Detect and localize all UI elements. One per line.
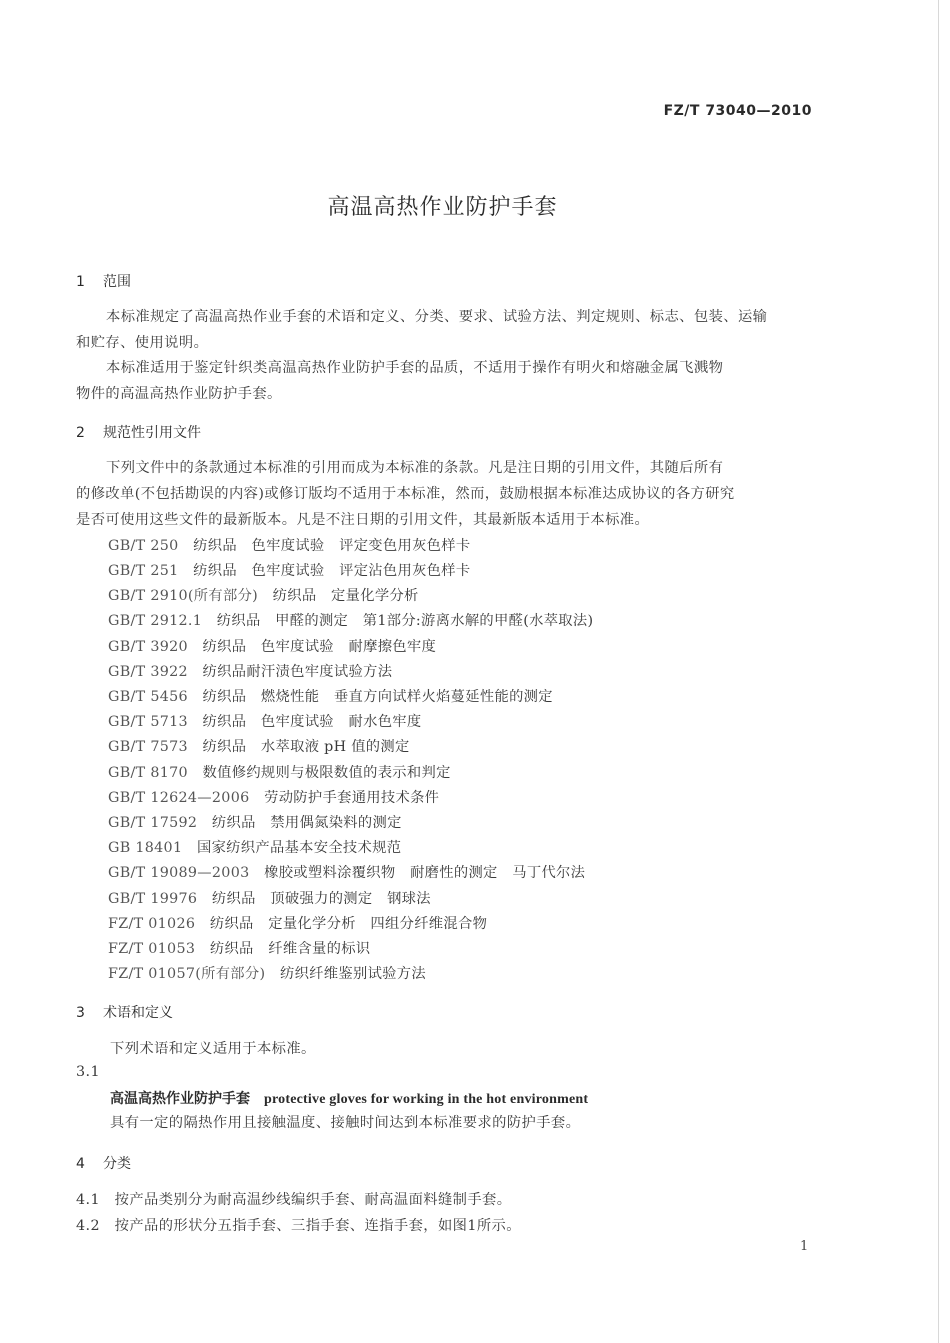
reference-code: GB/T 251 <box>108 563 179 579</box>
reference-item <box>108 736 410 756</box>
standard-code: FZ/T 73040—2010 <box>663 103 812 119</box>
reference-title: 纺织品 色牢度试验 评定变色用灰色样卡 <box>193 538 471 554</box>
section-number: 3 <box>76 1005 85 1021</box>
reference-item <box>108 888 431 908</box>
section-1-para-2-line-2: 物件的高温高热作业防护手套。 <box>76 386 282 402</box>
reference-title: 纺织品 水萃取液 pH 值的测定 <box>202 739 410 755</box>
reference-item <box>108 585 419 605</box>
reference-code: GB/T 5456 <box>108 689 188 705</box>
reference-title: 纺织品 禁用偶氮染料的测定 <box>211 815 402 831</box>
reference-title: 纺织品 色牢度试验 耐水色牢度 <box>202 714 422 730</box>
section-title: 分类 <box>103 1156 131 1172</box>
reference-title: 纺织品 燃烧性能 垂直方向试样火焰蔓延性能的测定 <box>202 689 553 705</box>
reference-title: 纺织品 色牢度试验 评定沾色用灰色样卡 <box>193 563 471 579</box>
reference-title: 纺织品耐汗渍色牢度试验方法 <box>202 664 393 680</box>
reference-item <box>108 837 401 857</box>
section-2-intro-line-2: 的修改单(不包括勘误的内容)或修订版均不适用于本标准，然而，鼓励根据本标准达成协议的各方研究 <box>76 486 735 502</box>
reference-item <box>108 812 402 832</box>
section-number: 4 <box>76 1156 85 1172</box>
reference-title: 纺织品 定量化学分析 <box>272 588 419 604</box>
item-text: 按产品类别分为耐高温纱线编织手套、耐高温面料缝制手套。 <box>114 1192 512 1208</box>
reference-title: 纺织品 色牢度试验 耐摩擦色牢度 <box>202 639 437 655</box>
reference-code: FZ/T 01026 <box>108 916 196 932</box>
section-2-intro-line-1: 下列文件中的条款通过本标准的引用而成为本标准的条款。凡是注日期的引用文件，其随后所有 <box>106 460 724 476</box>
reference-code: GB 18401 <box>108 840 183 856</box>
reference-item <box>108 661 392 681</box>
reference-title: 劳动防护手套通用技术条件 <box>264 790 440 806</box>
reference-item <box>108 787 439 807</box>
reference-code: GB/T 2910(所有部分) <box>108 588 259 604</box>
reference-title: 纺织品 定量化学分析 四组分纤维混合物 <box>209 916 488 932</box>
section-2-heading <box>76 422 201 442</box>
term-entry <box>110 1088 588 1108</box>
section-2-intro-line-3: 是否可使用这些文件的最新版本。凡是不注日期的引用文件，其最新版本适用于本标准。 <box>76 512 650 528</box>
reference-item <box>108 560 470 580</box>
section-1-para-1-line-2: 和贮存、使用说明。 <box>76 335 209 351</box>
reference-code: GB/T 2912.1 <box>108 613 203 629</box>
reference-title: 国家纺织产品基本安全技术规范 <box>196 840 402 856</box>
reference-item <box>108 862 585 882</box>
item-number: 4.1 <box>76 1192 100 1208</box>
item-number: 4.2 <box>76 1218 100 1234</box>
reference-code: GB/T 19089—2003 <box>108 865 250 881</box>
reference-title: 橡胶或塑料涂覆织物 耐磨性的测定 马丁代尔法 <box>264 865 586 881</box>
section-3-intro: 下列术语和定义适用于本标准。 <box>110 1041 316 1057</box>
reference-item <box>108 535 470 555</box>
section-title: 规范性引用文件 <box>103 425 201 441</box>
classification-item-1 <box>76 1189 511 1209</box>
reference-code: GB/T 8170 <box>108 765 188 781</box>
section-title: 范围 <box>103 274 131 290</box>
item-text: 按产品的形状分五指手套、三指手套、连指手套，如图1所示。 <box>114 1218 521 1234</box>
term-chinese: 高温高热作业防护手套 <box>110 1091 250 1107</box>
reference-item <box>108 938 370 958</box>
section-1-para-1-line-1: 本标准规定了高温高热作业手套的术语和定义、分类、要求、试验方法、判定规则、标志、包装、运输 <box>106 309 768 325</box>
reference-title: 纺织品 顶破强力的测定 钢球法 <box>211 891 431 907</box>
reference-item <box>108 686 553 706</box>
term-english: protective gloves for working in the hot environment <box>264 1092 589 1107</box>
reference-code: GB/T 250 <box>108 538 179 554</box>
reference-title: 纺织品 纤维含量的标识 <box>209 941 371 957</box>
reference-code: GB/T 19976 <box>108 891 198 907</box>
reference-item <box>108 636 436 656</box>
reference-title: 纺织纤维鉴别试验方法 <box>279 966 426 982</box>
classification-item-2 <box>76 1215 521 1235</box>
reference-code: FZ/T 01057(所有部分) <box>108 966 266 982</box>
reference-title: 纺织品 甲醛的测定 第1部分:游离水解的甲醛(水萃取法) <box>216 613 594 629</box>
section-number: 1 <box>76 274 85 290</box>
reference-item <box>108 610 593 630</box>
reference-code: GB/T 3920 <box>108 639 188 655</box>
reference-title: 数值修约规则与极限数值的表示和判定 <box>202 765 451 781</box>
section-number: 2 <box>76 425 85 441</box>
section-1-para-2-line-1: 本标准适用于鉴定针织类高温高热作业防护手套的品质，不适用于操作有明火和熔融金属飞溅物 <box>106 360 724 376</box>
reference-code: GB/T 5713 <box>108 714 188 730</box>
section-1-heading <box>76 271 131 291</box>
reference-item <box>108 762 451 782</box>
section-3-heading <box>76 1002 173 1022</box>
term-definition: 具有一定的隔热作用且接触温度、接触时间达到本标准要求的防护手套。 <box>110 1115 581 1131</box>
reference-code: GB/T 7573 <box>108 739 188 755</box>
page-edge-line <box>938 0 939 1343</box>
reference-code: GB/T 17592 <box>108 815 198 831</box>
section-4-heading <box>76 1153 131 1173</box>
section-title: 术语和定义 <box>103 1005 173 1021</box>
reference-item <box>108 963 426 983</box>
reference-item <box>108 913 487 933</box>
reference-item <box>108 711 421 731</box>
document-title: 高温高热作业防护手套 <box>327 195 558 220</box>
page-number: 1 <box>800 1239 809 1254</box>
reference-code: GB/T 3922 <box>108 664 188 680</box>
reference-code: GB/T 12624—2006 <box>108 790 250 806</box>
subsection-number: 3.1 <box>76 1064 100 1080</box>
reference-code: FZ/T 01053 <box>108 941 196 957</box>
